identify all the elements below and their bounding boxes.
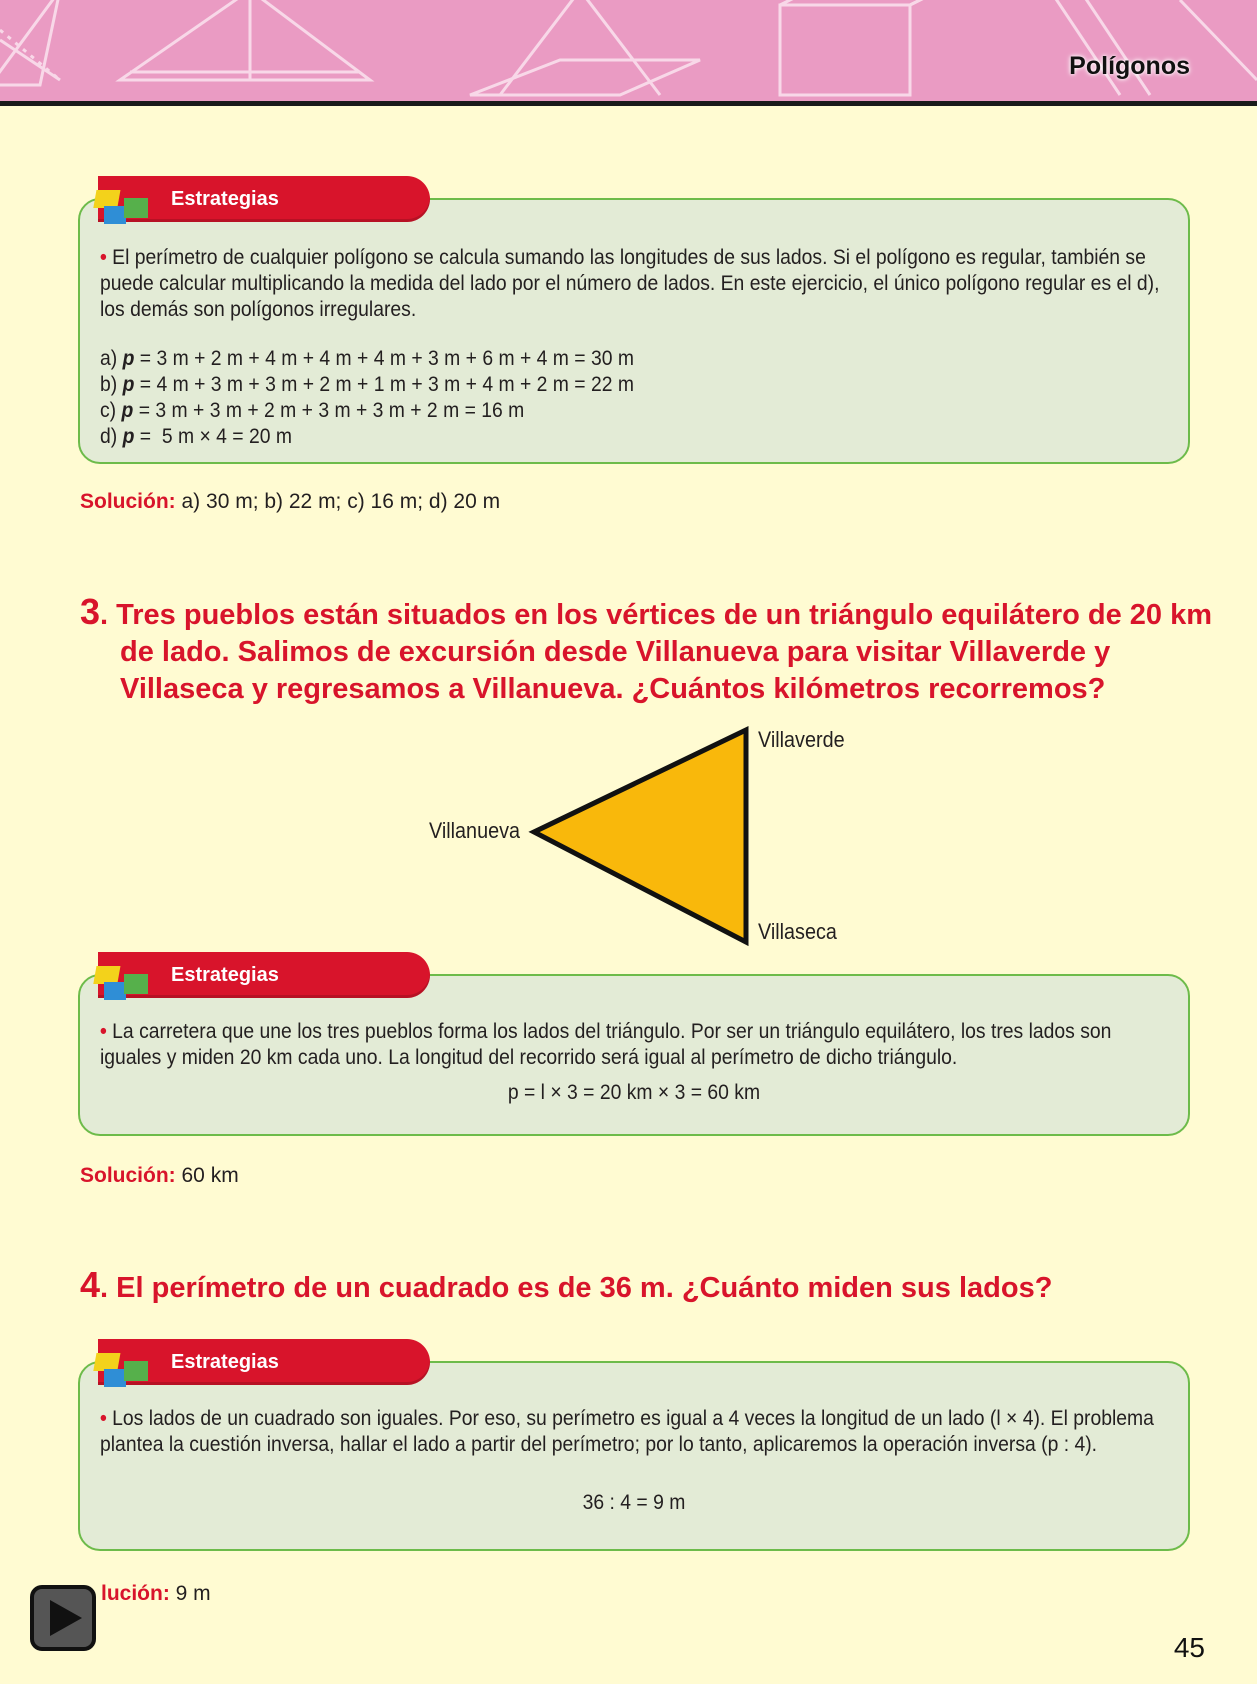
strategy-tab-1: Estrategias [98, 176, 430, 222]
strategy-text-3: • Los lados de un cuadrado son iguales. Por eso, su perímetro es igual a 4 veces la longitud de un lado (l × 4). El problema plantea la cuestión inversa, hallar el lado a partir del perímetro; por lo tanto, aplicaremos la operación inversa (p : 4). [100, 1406, 1154, 1456]
formula-c: c) p = 3 m + 3 m + 2 m + 3 m + 3 m + 2 m = 16 m [100, 398, 525, 422]
formula-square-side: 36 : 4 = 9 m [582, 1490, 686, 1514]
formula-perimeter-triangle: p = l × 3 = 20 km × 3 = 60 km [507, 1080, 761, 1104]
question-4: 4. El perímetro de un cuadrado es de 36 m. ¿Cuánto miden sus lados? [80, 1264, 1053, 1305]
puzzle-icon [92, 946, 162, 1006]
solution-1: Solución: a) 30 m; b) 22 m; c) 16 m; d) 20 m [80, 490, 501, 513]
vertex-label-villaseca: Villaseca [758, 919, 837, 944]
triangle-shape [534, 730, 746, 942]
question-3: 3. Tres pueblos están situados en los vértices de un triángulo equilátero de 20 km de lado. Salimos de excursión desde Villanueva para visitar Villaverde y Villaseca y regresamos a Villanueva. ¿Cuántos kilómetros recorremos? [80, 591, 1213, 705]
strategy-box-3 [78, 1361, 1190, 1551]
formula-d: d) p = 5 m × 4 = 20 m [100, 424, 292, 448]
play-icon [34, 1589, 92, 1647]
puzzle-icon [92, 1333, 162, 1393]
page-number: 45 [1173, 1632, 1205, 1663]
equilateral-triangle-diagram [520, 725, 760, 950]
formula-a: a) p = 3 m + 2 m + 4 m + 4 m + 4 m + 3 m + 6 m + 4 m = 30 m [100, 346, 634, 370]
strategy-tab-2: Estrategias [98, 952, 430, 998]
formula-b: b) p = 4 m + 3 m + 3 m + 2 m + 1 m + 3 m + 4 m + 2 m = 22 m [100, 372, 634, 396]
solution-2: Solución: 60 km [80, 1164, 239, 1187]
geometry-sketch-decoration [0, 0, 1257, 101]
strategy-text-2: • La carretera que une los tres pueblos forma los lados del triángulo. Por ser un triángulo equilátero, los tres lados son iguales y miden 20 km cada uno. La longitud del recorrido será igual al perímetro de dicho triángulo. [100, 1019, 1112, 1069]
page-header [0, 0, 1257, 106]
strategy-box-2 [78, 974, 1190, 1136]
strategy-text-1: • El perímetro de cualquier polígono se calcula sumando las longitudes de sus lados. Si el polígono es regular, también se puede calcular multiplicando la medida del lado por el número de lados. En este ejercicio, el único polígono regular es el d), los demás son polígonos irregulares. [100, 245, 1160, 321]
vertex-label-villaverde: Villaverde [758, 727, 845, 752]
formula-list [100, 345, 1162, 449]
solution-3: lución: 9 m [101, 1582, 211, 1605]
vertex-label-villanueva: Villanueva [429, 818, 521, 843]
chapter-title: Polígonos [1069, 52, 1190, 80]
puzzle-icon [92, 170, 162, 230]
strategy-tab-3: Estrategias [98, 1339, 430, 1385]
strategy-box-1 [78, 198, 1190, 464]
play-button[interactable] [30, 1585, 96, 1651]
